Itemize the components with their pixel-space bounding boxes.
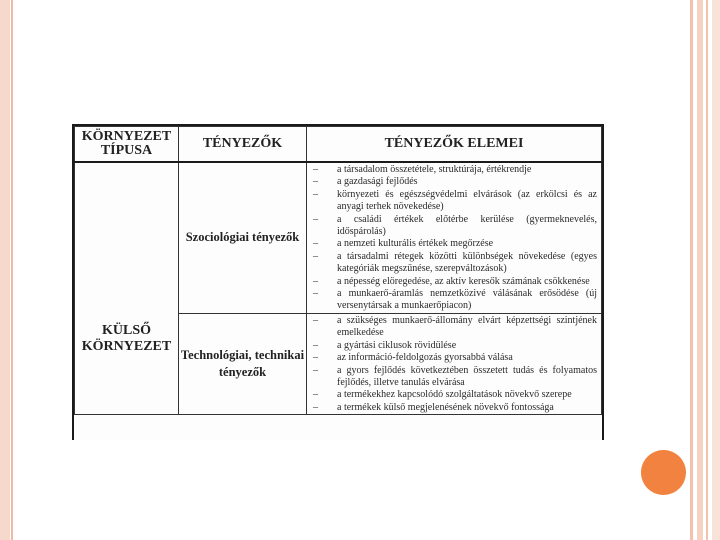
list-item: – a szükséges munkaerő-állomány elvárt képzettségi szintjének emelkedése	[311, 315, 597, 340]
list-item: – a családi értékek előtérbe kerülése (gyermeknevelés, időspárolás)	[311, 214, 597, 239]
right-decor-stripe	[697, 0, 703, 540]
header-factors: TÉNYEZŐK	[179, 127, 307, 163]
list-item: – a gyártási ciklusok rövidülése	[311, 340, 597, 352]
list-item: – a nemzeti kulturális értékek megőrzése	[311, 238, 597, 250]
environment-type-cell: KÜLSŐ KÖRNYEZET	[75, 162, 179, 415]
table-row	[75, 162, 602, 313]
list-item: – a társadalom összetétele, struktúrája, értékrendje	[311, 164, 597, 176]
header-factor-elements: TÉNYEZŐK ELEMEI	[307, 127, 602, 163]
right-decor-stripe	[712, 0, 720, 540]
environment-factors-table	[74, 126, 602, 415]
factor-sociological: Szociológiai tényezők	[179, 162, 307, 313]
list-item: – a termékek külső megjelenésének növekvő fontossága	[311, 402, 597, 414]
orange-circle-decor	[641, 450, 686, 495]
list-item: – az információ-feldolgozás gyorsabbá válása	[311, 352, 597, 364]
list-item: – a társadalmi rétegek közötti különbségek növekedése (egyes kategóriák megszűnése, szerepváltozások)	[311, 251, 597, 276]
table-header-row	[75, 127, 602, 163]
right-decor-stripe	[690, 0, 693, 540]
list-item: – a népesség elöregedése, az aktív keresők számának csökkenése	[311, 276, 597, 288]
list-item: – a termékekhez kapcsolódó szolgáltatások növekvő szerepe	[311, 389, 597, 401]
header-environment-type: KÖRNYEZET TÍPUSA	[75, 127, 179, 163]
list-item: – környezeti és egészségvédelmi elvárások (az erkölcsi és az anyagi terhek növekedése)	[311, 189, 597, 214]
right-decor-stripe	[706, 0, 708, 540]
list-item: – a gyors fejlődés következtében összetett tudás és folyamatos fejlődés, illetve tanulás elvárása	[311, 365, 597, 390]
left-decor-line	[11, 0, 13, 540]
left-decor-band	[0, 0, 10, 540]
list-item: – a munkaerő-áramlás nemzetközivé válásának erősödése (új versenytársak a munkaerőpiacon)	[311, 288, 597, 313]
list-item: – a gazdasági fejlődés	[311, 176, 597, 188]
factor-technological: Technológiai, technikai tényezők	[179, 313, 307, 414]
factor-elements-sociological	[307, 162, 602, 313]
factor-elements-technological	[307, 313, 602, 414]
environment-factors-table-image	[72, 124, 604, 440]
